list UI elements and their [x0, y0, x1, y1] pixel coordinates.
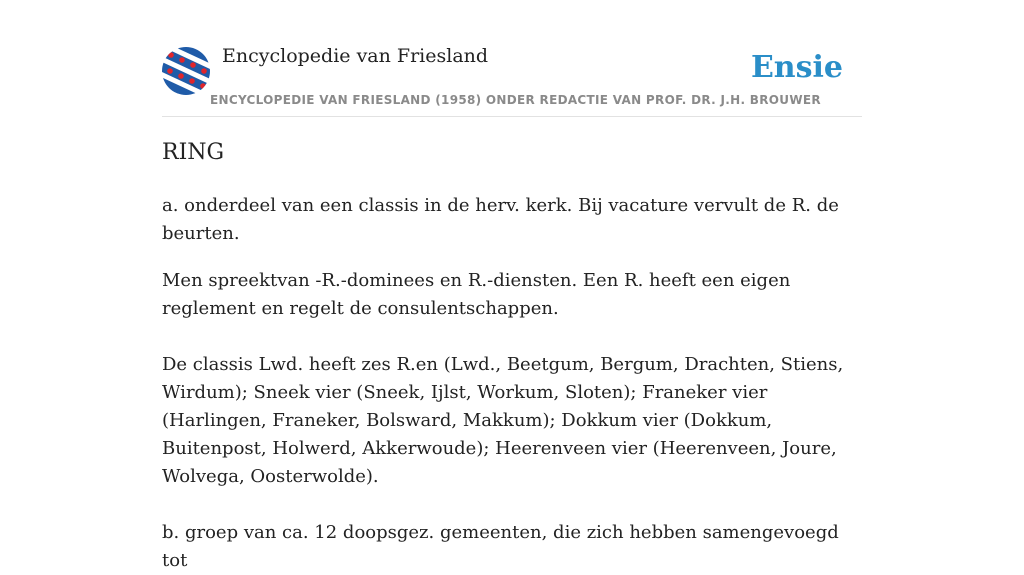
entry-paragraph: b. groep van ca. 12 doopsgez. gemeenten, die zich hebben samengevoegd tot: [162, 522, 839, 571]
entry-paragraph: a. onderdeel van een classis in de herv. kerk. Bij vacature vervult de R. de beurten.: [162, 195, 839, 244]
site-header: [162, 0, 862, 117]
page: [162, 0, 862, 571]
frisian-flag-icon[interactable]: [162, 47, 210, 95]
brand-logo[interactable]: Ensie: [750, 50, 843, 85]
site-title[interactable]: Encyclopedie van Friesland: [222, 45, 489, 67]
entry-paragraph: De classis Lwd. heeft zes R.en (Lwd., Beetgum, Bergum, Drachten, Stiens, Wirdum); Sneek vier (Sneek, Ijlst, Workum, Sloten); Franeker vier (Harlingen, Franeker, Bolsward, Makkum); Dokkum vier (Dokkum, Buitenpost, Holwerd, Akkerwoude); Heerenveen vier (Heerenveen, Joure, Wolvega, Oosterwolde).: [162, 354, 844, 487]
site-subtitle: ENCYCLOPEDIE VAN FRIESLAND (1958) ONDER REDACTIE VAN PROF. DR. J.H. BROUWER: [210, 93, 821, 107]
entry-title: RING: [162, 140, 225, 165]
entry-content: [162, 192, 862, 575]
entry-paragraph: Men spreektvan -R.-dominees en R.-diensten. Een R. heeft een eigen reglement en regelt de consulentschappen.: [162, 270, 791, 319]
